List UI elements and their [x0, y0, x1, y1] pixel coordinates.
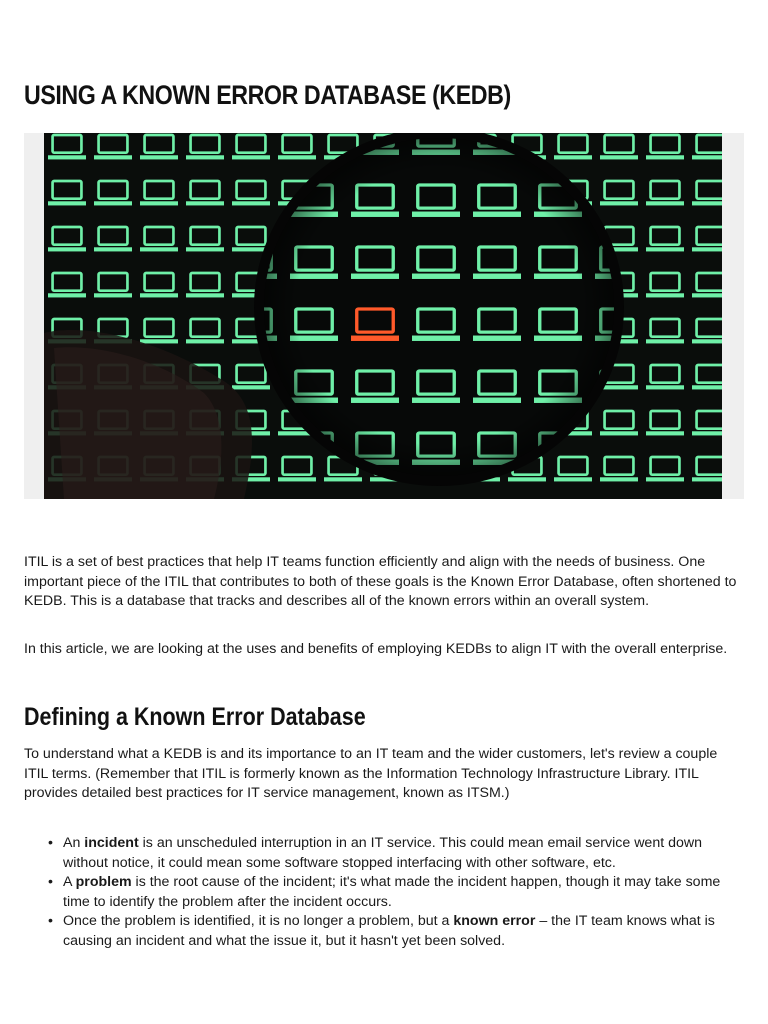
intro-paragraph-1: ITIL is a set of best practices that help IT teams function efficiently and align with the needs of business. One important piece of the ITIL that contributes to both of these goals is the Known Error Database, often shortened to KEDB. This is a database that tracks and describes all of the known errors within an overall system.	[24, 554, 737, 609]
terms-list	[24, 834, 744, 951]
term-problem: problem	[75, 874, 132, 890]
list-item-problem: • A problem is the root cause of the incident; it's what made the incident happen, though it may take some time to identify the problem after the incident occurs.	[24, 873, 744, 912]
list-item-incident: • An incident is an unscheduled interruption in an IT service. This could mean email service went down without notice, it could mean some software stopped interfacing with other software, etc.	[24, 834, 744, 873]
section-intro-paragraph: To understand what a KEDB is and its importance to an IT team and the wider customers, let's review a couple ITIL terms. (Remember that ITIL is formerly known as the Information Technology Infrastructure Library. ITIL provides detailed best practices for IT service management, known as ITSM.)	[24, 746, 718, 801]
magnifying-glass-icon	[44, 133, 722, 499]
list-item-known-error: • Once the problem is identified, it is no longer a problem, but a known error – the IT team knows what is causing an incident and what the issue it, but it hasn't yet been solved.	[24, 912, 744, 951]
section-heading: Defining a Known Error Database	[24, 703, 366, 731]
intro-paragraph-2: In this article, we are looking at the uses and benefits of employing KEDBs to align IT with the overall enterprise.	[24, 641, 728, 657]
term-known-error: known error	[453, 913, 536, 929]
term-incident: incident	[84, 835, 139, 851]
article-title: USING A KNOWN ERROR DATABASE (KEDB)	[24, 80, 511, 110]
hero-image	[24, 133, 744, 499]
